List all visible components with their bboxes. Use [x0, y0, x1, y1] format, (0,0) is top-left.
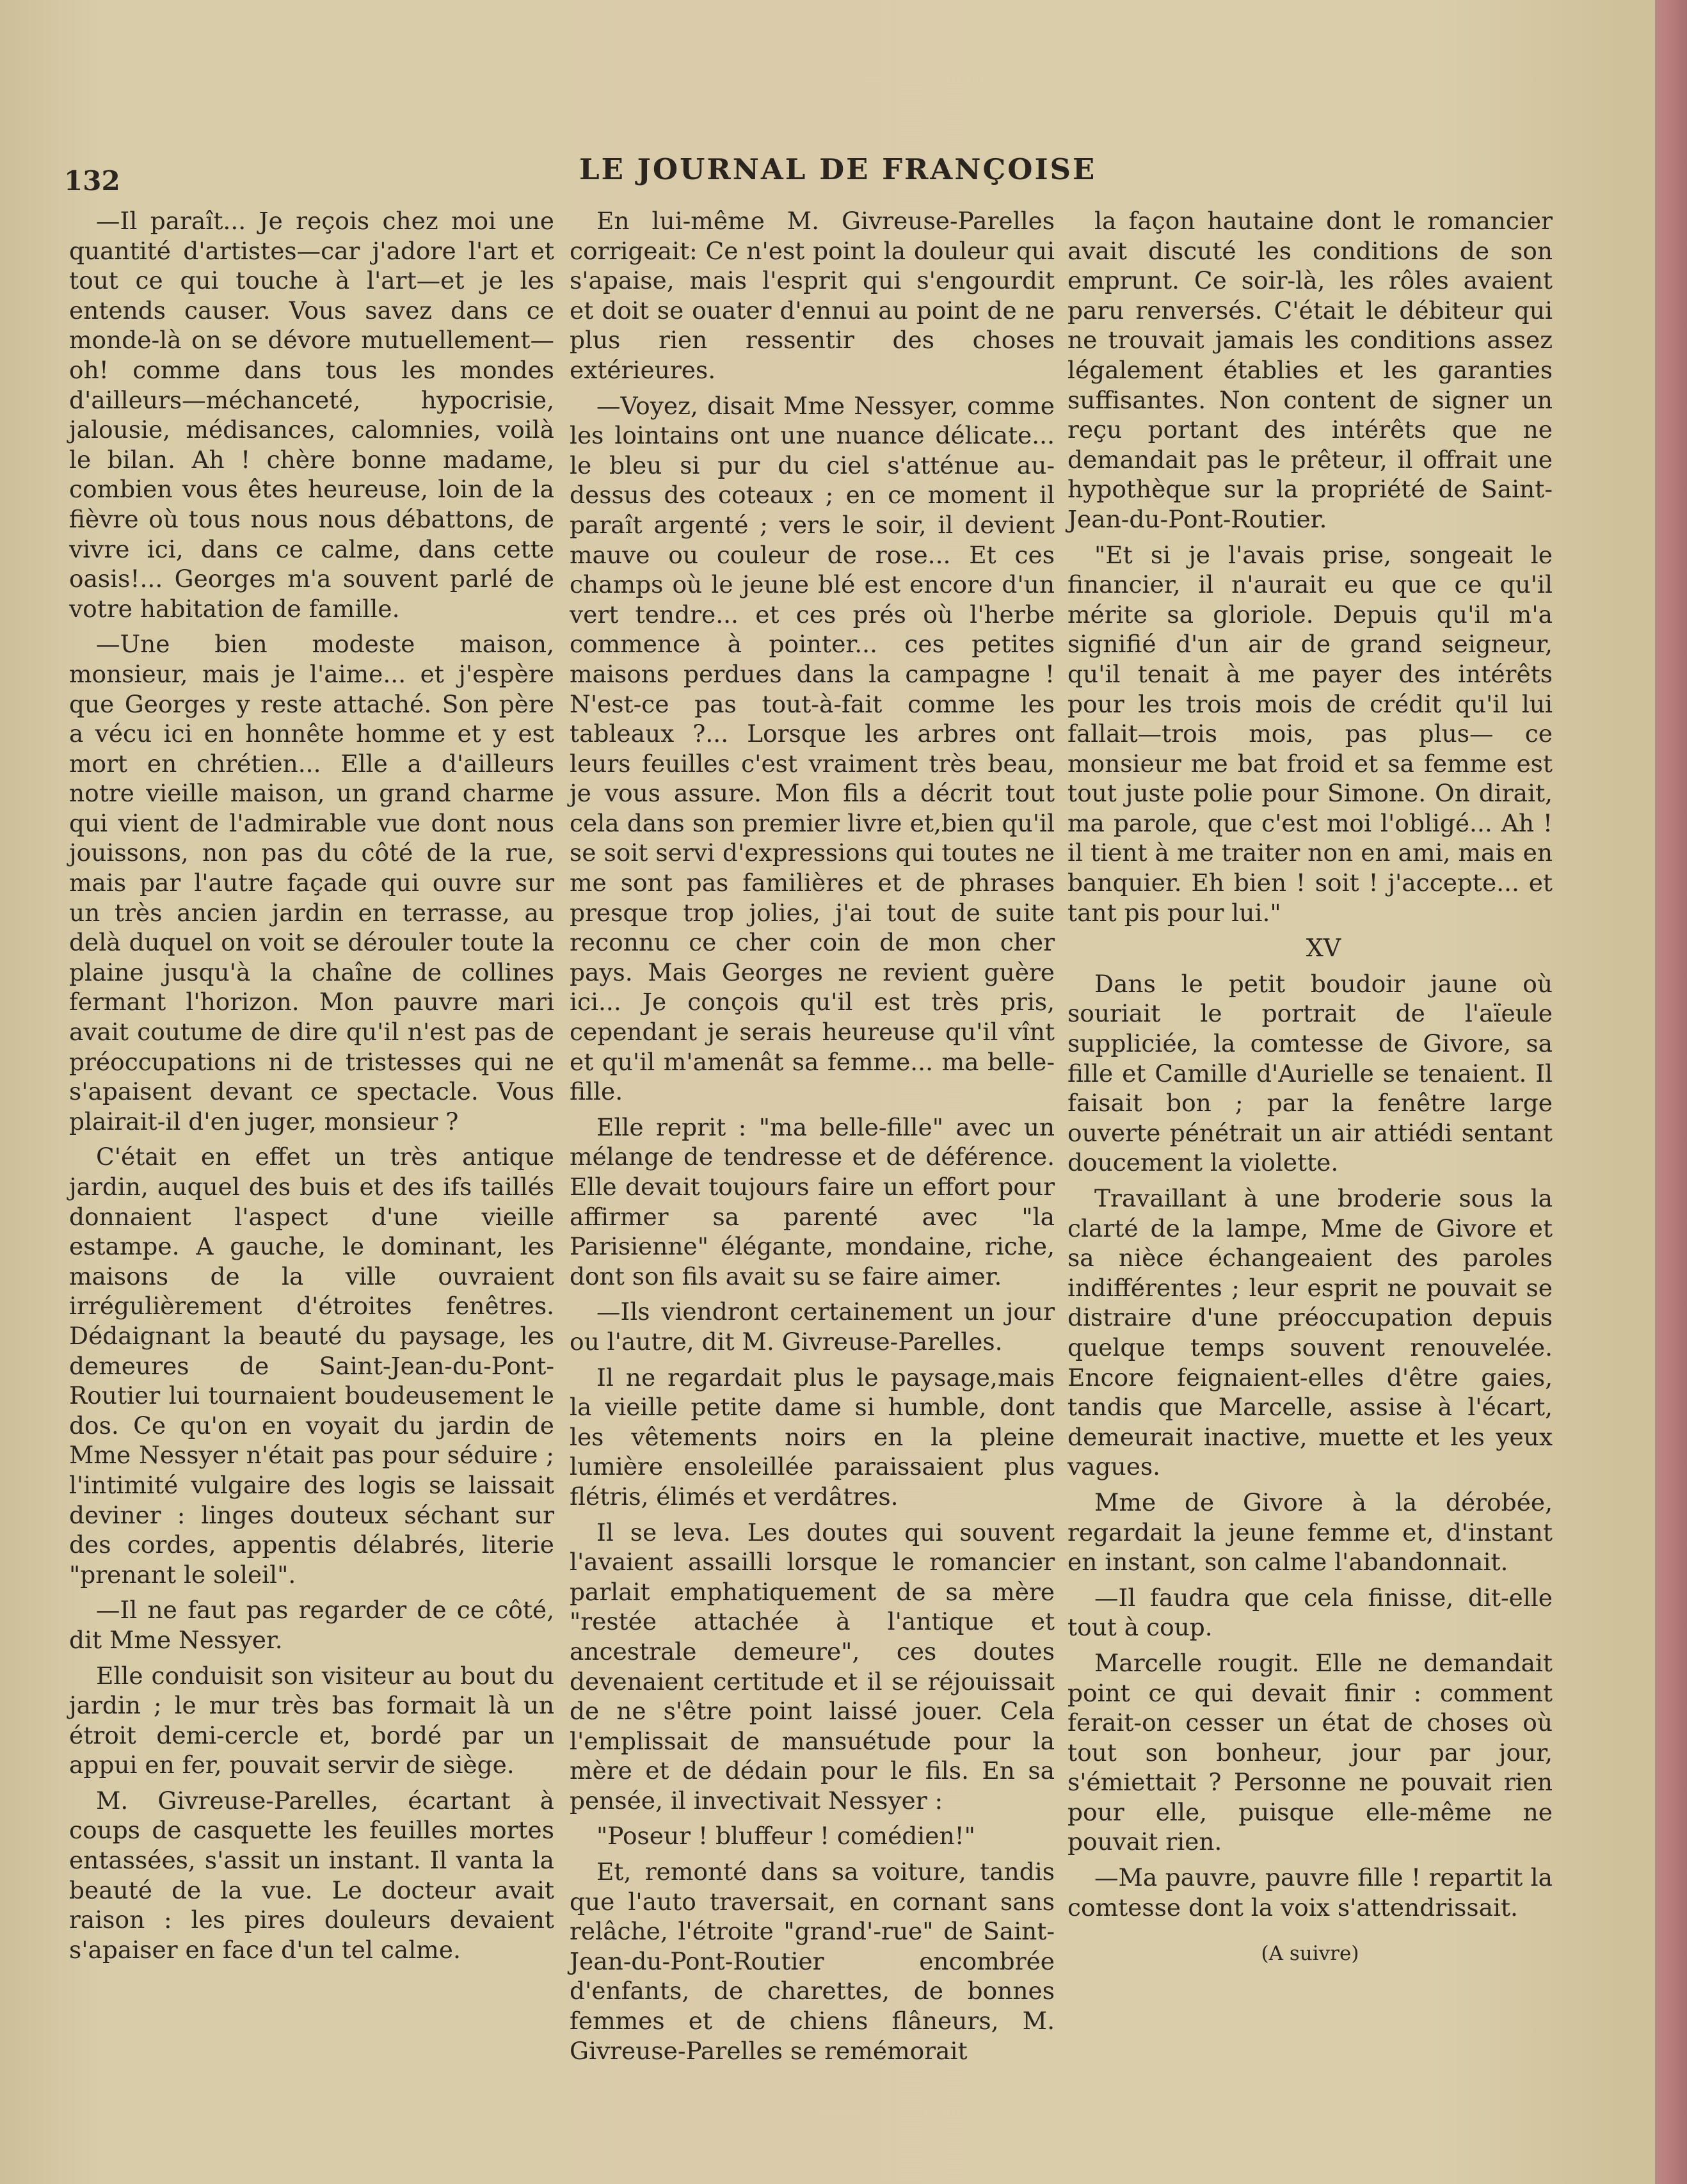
- paragraph: En lui-même M. Givreuse-Parelles corrigeait: Ce n'est point la douleur qui s'apaise, mais l'esprit qui s'engourdit et doit se ouater d'ennui au point de ne plus rien ressentir des choses extérieures.: [570, 207, 1055, 384]
- page-title: LE JOURNAL DE FRANÇOISE: [579, 152, 1097, 186]
- paragraph: Marcelle rougit. Elle ne demandait point ce qui devait finir : comment ferait-on cesser un état de choses où tout son bonheur, jour par jour, s'émiettait ? Personne ne pouvait rien pour elle, puisque elle-même ne pouvait rien.: [1067, 1648, 1553, 1856]
- paragraph: la façon hautaine dont le romancier avait discuté les conditions de son emprunt. Ce soir-là, les rôles avaient paru renversés. C'était le débiteur qui ne trouvait jamais les conditions assez légalement établies et les garanties suffisantes. Non content de signer un reçu portant des intérêts que ne demandait pas le prêteur, il offrait une hypothèque sur la propriété de Saint-Jean-du-Pont-Routier.: [1067, 207, 1553, 533]
- continuation-note: (A suivre): [1261, 1942, 1359, 1966]
- paragraph: Et, remonté dans sa voiture, tandis que l'auto traversait, en cornant sans relâche, l'étroite "grand'-rue" de Saint-Jean-du-Pont-Routier encombrée d'enfants, de charettes, de bonnes femmes et de chiens flâneurs, M. Givreuse-Parelles se remémorait: [570, 1858, 1055, 2065]
- paragraph: "Et si je l'avais prise, songeait le financier, il n'aurait eu que ce qu'il mérite sa gloriole. Depuis qu'il m'a signifié d'un air de grand seigneur, qu'il tenait à me payer des intérêts pour les trois mois de crédit qu'il lui fallait—trois mois, pas plus— ce monsieur me bat froid et sa femme est tout juste polie pour Simone. On dirait, ma parole, que c'est moi l'obligé... Ah ! il tient à me traiter non en ami, mais en banquier. Eh bien ! soit ! j'accepte... et tant pis pour lui.": [1067, 540, 1553, 927]
- paragraph: Travaillant à une broderie sous la clarté de la lampe, Mme de Givore et sa nièce échangeaient des paroles indifférentes ; leur esprit ne pouvait se distraire d'une préoccupation depuis quelque temps souvent renouvelée. Encore feignaient-elles d'être gaies, tandis que Marcelle, assise à l'écart, demeurait inactive, muette et les yeux vagues.: [1067, 1184, 1553, 1481]
- paragraph: Elle reprit : "ma belle-fille" avec un mélange de tendresse et de déférence. Elle devait toujours faire un effort pour affirmer sa parenté avec "la Parisienne" élégante, mondaine, riche, dont son fils avait su se faire aimer.: [570, 1112, 1055, 1290]
- paragraph: —Ma pauvre, pauvre fille ! repartit la comtesse dont la voix s'attendrissait.: [1067, 1863, 1553, 1922]
- text-column-1: [69, 206, 554, 1970]
- paragraph: —Ils viendront certainement un jour ou l'autre, dit M. Givreuse-Parelles.: [570, 1297, 1055, 1356]
- paragraph: Il ne regardait plus le paysage,mais la vieille petite dame si humble, dont les vêtements noirs en la pleine lumière ensoleillée paraissaient plus flétris, élimés et verdâtres.: [570, 1363, 1055, 1511]
- paragraph: —Il ne faut pas regarder de ce côté, dit Mme Nessyer.: [69, 1596, 554, 1654]
- page-edge: [1655, 0, 1687, 2184]
- paragraph: Elle conduisit son visiteur au bout du jardin ; le mur très bas formait là un étroit demi-cercle et, bordé par un appui en fer, pouvait servir de siège.: [69, 1661, 554, 1779]
- text-column-2: [570, 206, 1055, 2071]
- text-column-3: [1067, 206, 1553, 1969]
- chapter-heading: XV: [1306, 934, 1341, 963]
- paragraph: Dans le petit boudoir jaune où souriait le portrait de l'aïeule suppliciée, la comtesse de Givore, sa fille et Camille d'Aurielle se tenaient. Il faisait bon ; par la fenêtre large ouverte pénétrait un air attiédi sentant doucement la violette.: [1067, 969, 1553, 1177]
- paragraph: Il se leva. Les doutes qui souvent l'avaient assailli lorsque le romancier parlait emphatiquement de sa mère "restée attachée à l'antique et ancestrale demeure", ces doutes devenaient certitude et il se réjouissait de ne s'être point laissé jouer. Cela l'emplissait de mansuétude pour la mère et de dédain pour le fils. En sa pensée, il invectivait Nessyer :: [570, 1518, 1055, 1815]
- paragraph: —Il paraît... Je reçois chez moi une quantité d'artistes—car j'adore l'art et tout ce qui touche à l'art—et je les entends causer. Vous savez dans ce monde-là on se dévore mutuellement— oh! comme dans tous les mondes d'ailleurs—méchanceté, hypocrisie, jalousie, médisances, calomnies, voilà le bilan. Ah ! chère bonne madame, combien vous êtes heureuse, loin de la fièvre où tous nous nous débattons, de vivre ici, dans ce calme, dans cette oasis!... Georges m'a souvent parlé de votre habitation de famille.: [69, 207, 554, 623]
- paragraph: M. Givreuse-Parelles, écartant à coups de casquette les feuilles mortes entassées, s'assit un instant. Il vanta la beauté de la vue. Le docteur avait raison : les pires douleurs devaient s'apaiser en face d'un tel calme.: [69, 1786, 554, 1964]
- paragraph: —Voyez, disait Mme Nessyer, comme les lointains ont une nuance délicate... le bleu si pur du ciel s'atténue au-dessus des coteaux ; en ce moment il paraît argenté ; vers le soir, il devient mauve ou couleur de rose... Et ces champs où le jeune blé est encore d'un vert tendre... et ces prés où l'herbe commence à pointer... ces petites maisons perdues dans la campagne ! N'est-ce pas tout-à-fait comme les tableaux ?... Lorsque les arbres ont leurs feuilles c'est vraiment très beau, je vous assure. Mon fils a décrit tout cela dans son premier livre et,bien qu'il se soit servi d'expressions qui toutes ne me sont pas familières et de phrases presque trop jolies, j'ai tout de suite reconnu ce cher coin de mon cher pays. Mais Georges ne revient guère ici... Je conçois qu'il est très pris, cependant je serais heureuse qu'il vînt et qu'il m'amenât sa femme... ma belle-fille.: [570, 391, 1055, 1106]
- paragraph: —Il faudra que cela finisse, dit-elle tout à coup.: [1067, 1583, 1553, 1642]
- page-number: 132: [64, 165, 120, 197]
- paragraph: "Poseur ! bluffeur ! comédien!": [596, 1822, 975, 1851]
- paragraph: C'était en effet un très antique jardin, auquel des buis et des ifs taillés donnaient l'aspect d'une vieille estampe. A gauche, le dominant, les maisons de la ville ouvraient irrégulièrement d'étroites fenêtres. Dédaignant la beauté du paysage, les demeures de Saint-Jean-du-Pont-Routier lui tournaient boudeusement le dos. Ce qu'on en voyait du jardin de Mme Nessyer n'était pas pour séduire ; l'intimité vulgaire des logis se laissait deviner : linges douteux séchant sur des cordes, appentis délabrés, literie "prenant le soleil".: [69, 1143, 554, 1589]
- paragraph: Mme de Givore à la dérobée, regardait la jeune femme et, d'instant en instant, son calme l'abandonnait.: [1067, 1488, 1553, 1577]
- paragraph: —Une bien modeste maison, monsieur, mais je l'aime... et j'espère que Georges y reste attaché. Son père a vécu ici en honnête homme et y est mort en chrétien... Elle a d'ailleurs notre vieille maison, un grand charme qui vient de l'admirable vue dont nous jouissons, non pas du côté de la rue, mais par l'autre façade qui ouvre sur un très ancien jardin en terrasse, au delà duquel on voit se dérouler toute la plaine jusqu'à la chaîne de collines fermant l'horizon. Mon pauvre mari avait coutume de dire qu'il n'est pas de préoccupations ni de tristesses qui ne s'apaisent devant ce spectacle. Vous plairait-il d'en juger, monsieur ?: [69, 630, 554, 1136]
